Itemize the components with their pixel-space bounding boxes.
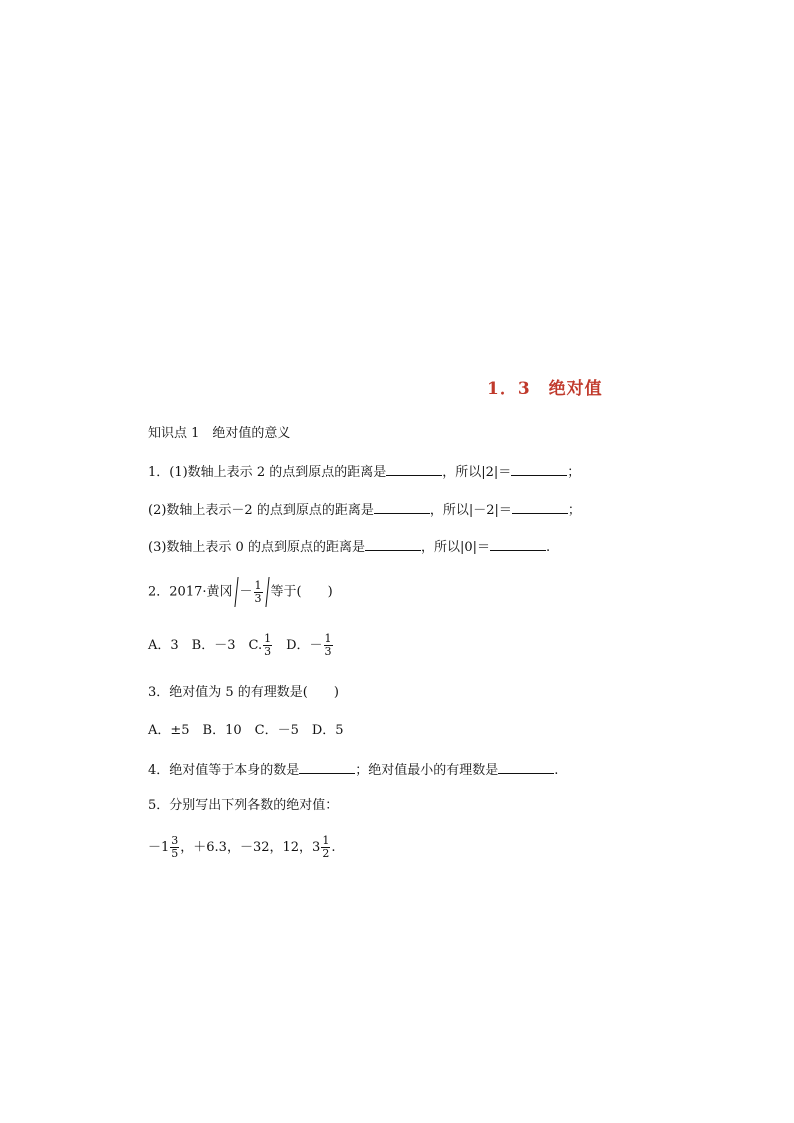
answer-blank[interactable] <box>386 463 442 476</box>
answer-blank[interactable] <box>365 538 421 551</box>
answer-blank[interactable] <box>299 761 355 774</box>
fraction: $\frac{1}{3}$ <box>324 632 332 658</box>
q5-stem: 5．分别写出下列各数的绝对值： <box>148 798 339 813</box>
q4-stem: 4．绝对值等于本身的数是 ；绝对值最小的有理数是 . <box>148 763 559 778</box>
fraction: $\frac{1}{3}$ <box>264 632 272 658</box>
q1-part-a: 1．(1)数轴上表示 2 的点到原点的距离是 ，所以|2|＝ ； <box>148 465 581 480</box>
fraction: $\frac{1}{2}$ <box>322 834 330 860</box>
q2-options: A．3 B．－3 C. $\frac{1}{3}$ D．－ $\frac{1}{3}$ <box>148 632 332 658</box>
answer-blank[interactable] <box>490 538 546 551</box>
fraction: $\frac{3}{5}$ <box>171 834 179 860</box>
q3-stem: 3．绝对值为 5 的有理数是( ) <box>148 685 339 700</box>
q2-stem: 2．2017·黄冈 － $\frac{1}{3}$ 等于( ) <box>148 577 333 607</box>
q5-numbers: －1 $\frac{3}{5}$ ，＋6.3，－32，12，3 $\frac{1}{2}$ . <box>148 834 336 860</box>
section-heading: 知识点 1 绝对值的意义 <box>148 426 291 441</box>
answer-blank[interactable] <box>498 761 554 774</box>
title-text: 绝对值 <box>548 379 603 399</box>
answer-blank[interactable] <box>511 463 567 476</box>
page-title <box>487 374 603 399</box>
fraction: $\frac{1}{3}$ <box>254 578 262 605</box>
answer-blank[interactable] <box>512 501 568 514</box>
q1-part-b: (2)数轴上表示－2 的点到原点的距离是 ，所以|－2|＝ ； <box>148 503 581 518</box>
q1-part-c: (3)数轴上表示 0 的点到原点的距离是 ，所以|0|＝ . <box>148 540 551 555</box>
abs-bar-right <box>265 577 269 607</box>
title-number: 1．3 <box>487 379 531 399</box>
answer-blank[interactable] <box>374 501 430 514</box>
abs-bar-left <box>234 577 238 607</box>
q3-options: A．±5 B．10 C．－5 D．5 <box>148 723 344 738</box>
